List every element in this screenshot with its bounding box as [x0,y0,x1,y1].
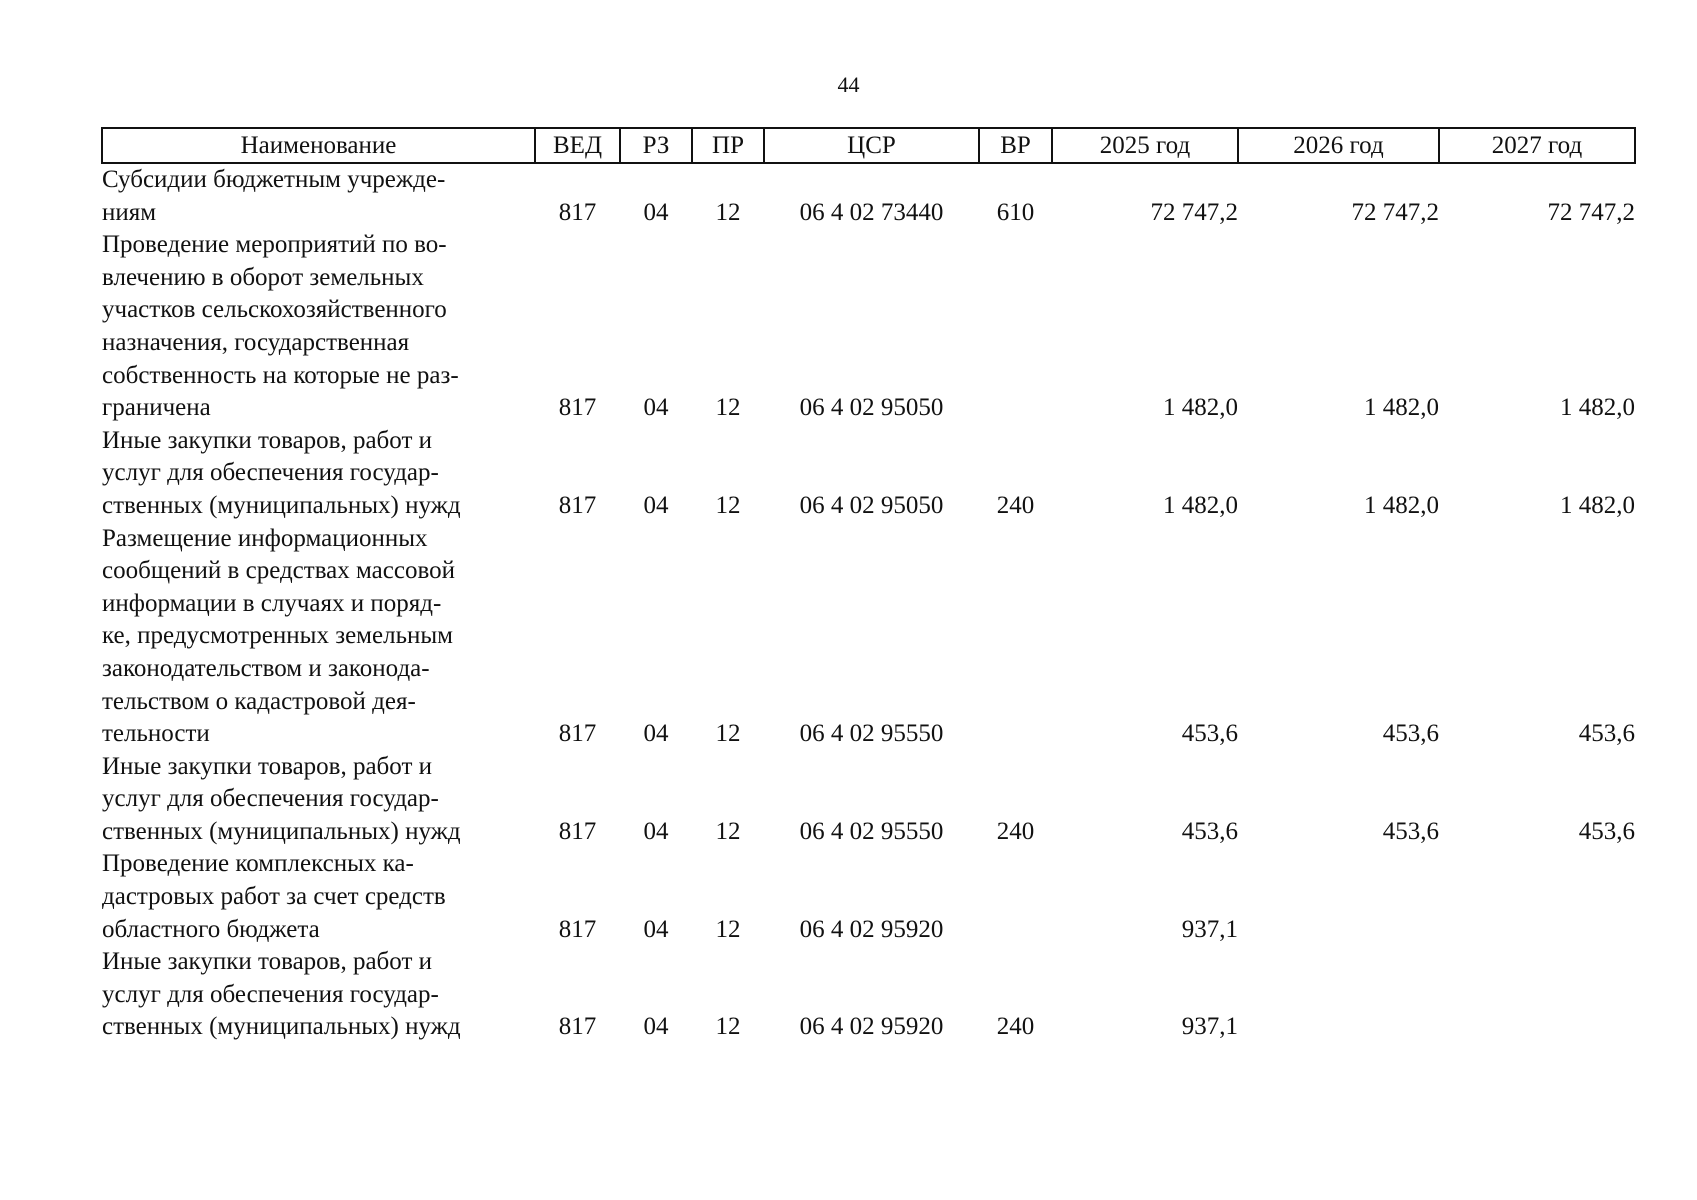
table-header-row [102,128,1635,163]
cell-ved: 817 [558,1013,597,1041]
cell-ved: 817 [558,817,597,845]
cell-vr: 240 [996,1013,1035,1041]
cell-vr [979,229,1052,425]
cell-name: Проведение комплексных ка- дастровых работ за счет средств областного бюджета [102,850,446,943]
cell-2027: 1 482,0 [1560,491,1635,519]
cell-rz: 04 [643,915,669,943]
table-row [102,425,1635,523]
cell-vr: 240 [996,817,1035,845]
cell-2027: 453,6 [1578,720,1635,748]
cell-pr: 12 [715,198,741,226]
cell-pr: 12 [715,491,741,519]
page-number: 44 [837,72,860,97]
cell-2025: 1 482,0 [1163,394,1238,422]
cell-2027 [1439,946,1635,1044]
table-row [102,848,1635,946]
cell-2025: 1 482,0 [1163,491,1238,519]
cell-ved: 817 [558,491,597,519]
cell-name: Субсидии бюджетным учрежде- ниям [102,166,446,226]
header-2025: 2025 год [1052,128,1238,163]
header-2027: 2027 год [1439,128,1635,163]
cell-ved: 817 [558,394,597,422]
cell-2026 [1238,946,1439,1044]
cell-2025: 937,1 [1181,915,1238,943]
cell-pr: 12 [715,915,741,943]
header-name: Наименование [102,128,535,163]
cell-pr: 12 [715,1013,741,1041]
cell-pr: 12 [715,720,741,748]
cell-rz: 04 [643,817,669,845]
cell-2027 [1439,848,1635,946]
cell-csr: 06 4 02 95050 [799,394,944,422]
cell-csr: 06 4 02 95920 [799,915,944,943]
cell-2026 [1238,848,1439,946]
cell-2025: 937,1 [1181,1013,1238,1041]
cell-name: Иные закупки товаров, работ и услуг для обеспечения государ- ственных (муниципальных) нужд [102,752,461,845]
cell-2026: 1 482,0 [1364,394,1439,422]
cell-2026: 1 482,0 [1364,491,1439,519]
cell-vr: 610 [996,198,1035,226]
table-row [102,229,1635,425]
header-csr: ЦСР [764,128,979,163]
cell-2027: 453,6 [1578,817,1635,845]
header-ved: ВЕД [535,128,620,163]
cell-vr [979,848,1052,946]
budget-table [101,127,1636,1044]
cell-vr: 240 [996,491,1035,519]
cell-name: Иные закупки товаров, работ и услуг для обеспечения государ- ственных (муниципальных) нужд [102,426,461,519]
cell-rz: 04 [643,720,669,748]
cell-pr: 12 [715,394,741,422]
table-row [102,946,1635,1044]
header-rz: РЗ [620,128,692,163]
cell-2026: 72 747,2 [1351,198,1439,226]
cell-ved: 817 [558,720,597,748]
cell-2026: 453,6 [1382,817,1439,845]
cell-name: Иные закупки товаров, работ и услуг для обеспечения государ- ственных (муниципальных) нужд [102,948,461,1041]
cell-pr: 12 [715,817,741,845]
cell-csr: 06 4 02 95550 [799,720,944,748]
cell-2027: 1 482,0 [1560,394,1635,422]
table-row [102,523,1635,751]
cell-2027: 72 747,2 [1547,198,1635,226]
cell-ved: 817 [558,915,597,943]
header-2026: 2026 год [1238,128,1439,163]
header-pr: ПР [692,128,764,163]
table-row [102,163,1635,229]
cell-rz: 04 [643,1013,669,1041]
cell-rz: 04 [643,491,669,519]
cell-csr: 06 4 02 73440 [799,198,944,226]
cell-name: Размещение информационных сообщений в средствах массовой информации в случаях и поряд- ке, предусмотренных земельным законодательством и законода- тельством о кадастровой дея- тельности [102,524,455,748]
header-vr: ВР [979,128,1052,163]
cell-csr: 06 4 02 95920 [799,1013,944,1041]
cell-name: Проведение мероприятий по во- влечению в оборот земельных участков сельскохозяйственного назначения, государственная собственность на которые не раз- граничена [102,231,459,422]
cell-2026: 453,6 [1382,720,1439,748]
table-row [102,751,1635,849]
cell-csr: 06 4 02 95050 [799,491,944,519]
cell-ved: 817 [558,198,597,226]
cell-2025: 72 747,2 [1150,198,1238,226]
cell-csr: 06 4 02 95550 [799,817,944,845]
cell-rz: 04 [643,394,669,422]
cell-vr [979,523,1052,751]
cell-rz: 04 [643,198,669,226]
cell-2025: 453,6 [1181,720,1238,748]
cell-2025: 453,6 [1181,817,1238,845]
